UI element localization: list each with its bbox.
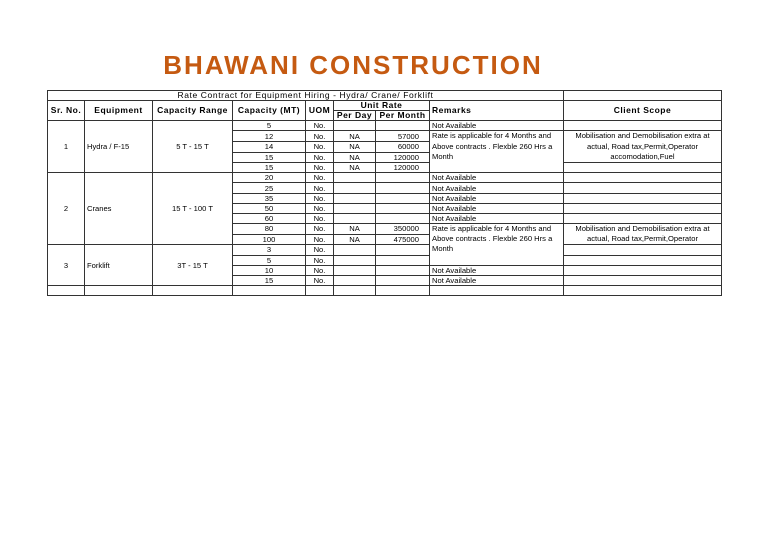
empty-cell (306, 285, 334, 295)
uom-cell: No. (306, 213, 334, 223)
capacity-cell: 35 (233, 193, 306, 203)
capacity-cell: 5 (233, 121, 306, 131)
capacity-cell: 3 (233, 245, 306, 255)
per-day-cell: NA (334, 142, 376, 153)
capacity-range-cell: 15 T - 100 T (153, 173, 233, 245)
scope-cell (564, 255, 722, 265)
table-row (48, 245, 722, 255)
empty-cell (564, 285, 722, 295)
scope-cell (564, 265, 722, 275)
per-month-cell (376, 213, 430, 223)
per-month-cell: 120000 (376, 163, 430, 173)
capacity-cell: 15 (233, 152, 306, 163)
empty-cell (430, 285, 564, 295)
capacity-cell: 12 (233, 131, 306, 142)
per-month-cell: 350000 (376, 223, 430, 234)
capacity-cell: 50 (233, 203, 306, 213)
uom-cell: No. (306, 142, 334, 153)
per-month-cell (376, 193, 430, 203)
remarks-cell: Not Available (430, 275, 564, 285)
header-capacity-mt: Capacity (MT) (233, 101, 306, 121)
remarks-cell: Not Available (430, 193, 564, 203)
per-month-cell (376, 275, 430, 285)
header-sr-no: Sr. No. (48, 101, 85, 121)
capacity-range-cell: 3T - 15 T (153, 245, 233, 285)
header-unit-rate: Unit Rate (334, 101, 430, 111)
per-month-cell (376, 245, 430, 255)
capacity-range-cell: 5 T - 15 T (153, 121, 233, 173)
uom-cell: No. (306, 223, 334, 234)
client-scope-crane: Mobilisation and Demobilisation extra at actual, Road tax,Permit,Operator (564, 223, 722, 245)
uom-cell: No. (306, 121, 334, 131)
table-row (48, 173, 722, 183)
header-per-day: Per Day (334, 111, 376, 121)
equipment-cell: Cranes (85, 173, 153, 245)
remarks-rate-cell: Rate is applicable for 4 Months and Above contracts . Flexble 260 Hrs a Month (430, 223, 564, 265)
client-scope-hydra: Mobilisation and Demobilisation extra at actual, Road tax,Permit,Operator accomodation,Fuel (564, 131, 722, 163)
uom-cell: No. (306, 173, 334, 183)
capacity-cell: 14 (233, 142, 306, 153)
per-day-cell (334, 193, 376, 203)
remarks-cell: Not Available (430, 265, 564, 275)
per-day-cell (334, 173, 376, 183)
scope-cell (564, 193, 722, 203)
capacity-cell: 15 (233, 163, 306, 173)
header-equipment: Equipment (85, 101, 153, 121)
per-day-cell: NA (334, 234, 376, 245)
sr-no-cell: 3 (48, 245, 85, 285)
empty-cell (376, 285, 430, 295)
empty-row (48, 285, 722, 295)
per-month-cell: 60000 (376, 142, 430, 153)
per-day-cell: NA (334, 163, 376, 173)
scope-cell (564, 121, 722, 131)
per-day-cell: NA (334, 131, 376, 142)
per-day-cell (334, 203, 376, 213)
uom-cell: No. (306, 245, 334, 255)
uom-cell: No. (306, 265, 334, 275)
remarks-cell: Not Available (430, 121, 564, 131)
company-title: BHAWANI CONSTRUCTION (163, 50, 543, 80)
scope-cell (564, 213, 722, 223)
per-month-cell: 57000 (376, 131, 430, 142)
scope-cell (564, 173, 722, 183)
per-day-cell (334, 213, 376, 223)
per-day-cell: NA (334, 152, 376, 163)
per-day-cell (334, 275, 376, 285)
capacity-cell: 100 (233, 234, 306, 245)
rate-table (47, 90, 722, 296)
header-client-scope: Client Scope (564, 101, 722, 121)
sr-no-cell: 2 (48, 173, 85, 245)
uom-cell: No. (306, 255, 334, 265)
per-day-cell: NA (334, 223, 376, 234)
per-day-cell (334, 121, 376, 131)
capacity-cell: 60 (233, 213, 306, 223)
per-month-cell (376, 121, 430, 131)
uom-cell: No. (306, 183, 334, 193)
per-month-cell (376, 265, 430, 275)
header-remarks: Remarks (430, 101, 564, 121)
uom-cell: No. (306, 131, 334, 142)
uom-cell: No. (306, 163, 334, 173)
per-month-cell: 475000 (376, 234, 430, 245)
empty-cell (564, 91, 722, 101)
capacity-cell: 10 (233, 265, 306, 275)
empty-cell (334, 285, 376, 295)
sr-no-cell: 1 (48, 121, 85, 173)
remarks-cell: Not Available (430, 183, 564, 193)
scope-cell (564, 183, 722, 193)
per-month-cell (376, 255, 430, 265)
header-uom: UOM (306, 101, 334, 121)
remarks-cell: Not Available (430, 173, 564, 183)
uom-cell: No. (306, 275, 334, 285)
caption-row (48, 91, 722, 101)
per-month-cell (376, 173, 430, 183)
capacity-cell: 20 (233, 173, 306, 183)
scope-cell (564, 163, 722, 173)
empty-cell (153, 285, 233, 295)
scope-cell (564, 203, 722, 213)
per-day-cell (334, 255, 376, 265)
equipment-cell: Hydra / F-15 (85, 121, 153, 173)
uom-cell: No. (306, 193, 334, 203)
uom-cell: No. (306, 203, 334, 213)
uom-cell: No. (306, 234, 334, 245)
remarks-rate-cell: Rate is applicable for 4 Months and Above contracts . Flexble 260 Hrs a Month (430, 131, 564, 173)
per-day-cell (334, 265, 376, 275)
empty-cell (233, 285, 306, 295)
scope-cell (564, 245, 722, 255)
per-month-cell (376, 203, 430, 213)
uom-cell: No. (306, 152, 334, 163)
equipment-cell: Forklift (85, 245, 153, 285)
header-per-month: Per Month (376, 111, 430, 121)
remarks-cell: Not Available (430, 213, 564, 223)
empty-cell (48, 285, 85, 295)
remarks-cell: Not Available (430, 203, 564, 213)
capacity-cell: 25 (233, 183, 306, 193)
capacity-cell: 80 (233, 223, 306, 234)
table-caption: Rate Contract for Equipment Hiring - Hydra/ Crane/ Forklift (48, 91, 564, 101)
per-month-cell (376, 183, 430, 193)
per-month-cell: 120000 (376, 152, 430, 163)
per-day-cell (334, 183, 376, 193)
header-row (48, 101, 722, 111)
table-row (48, 121, 722, 131)
capacity-cell: 5 (233, 255, 306, 265)
per-day-cell (334, 245, 376, 255)
empty-cell (85, 285, 153, 295)
scope-cell (564, 275, 722, 285)
header-capacity-range: Capacity Range (153, 101, 233, 121)
capacity-cell: 15 (233, 275, 306, 285)
